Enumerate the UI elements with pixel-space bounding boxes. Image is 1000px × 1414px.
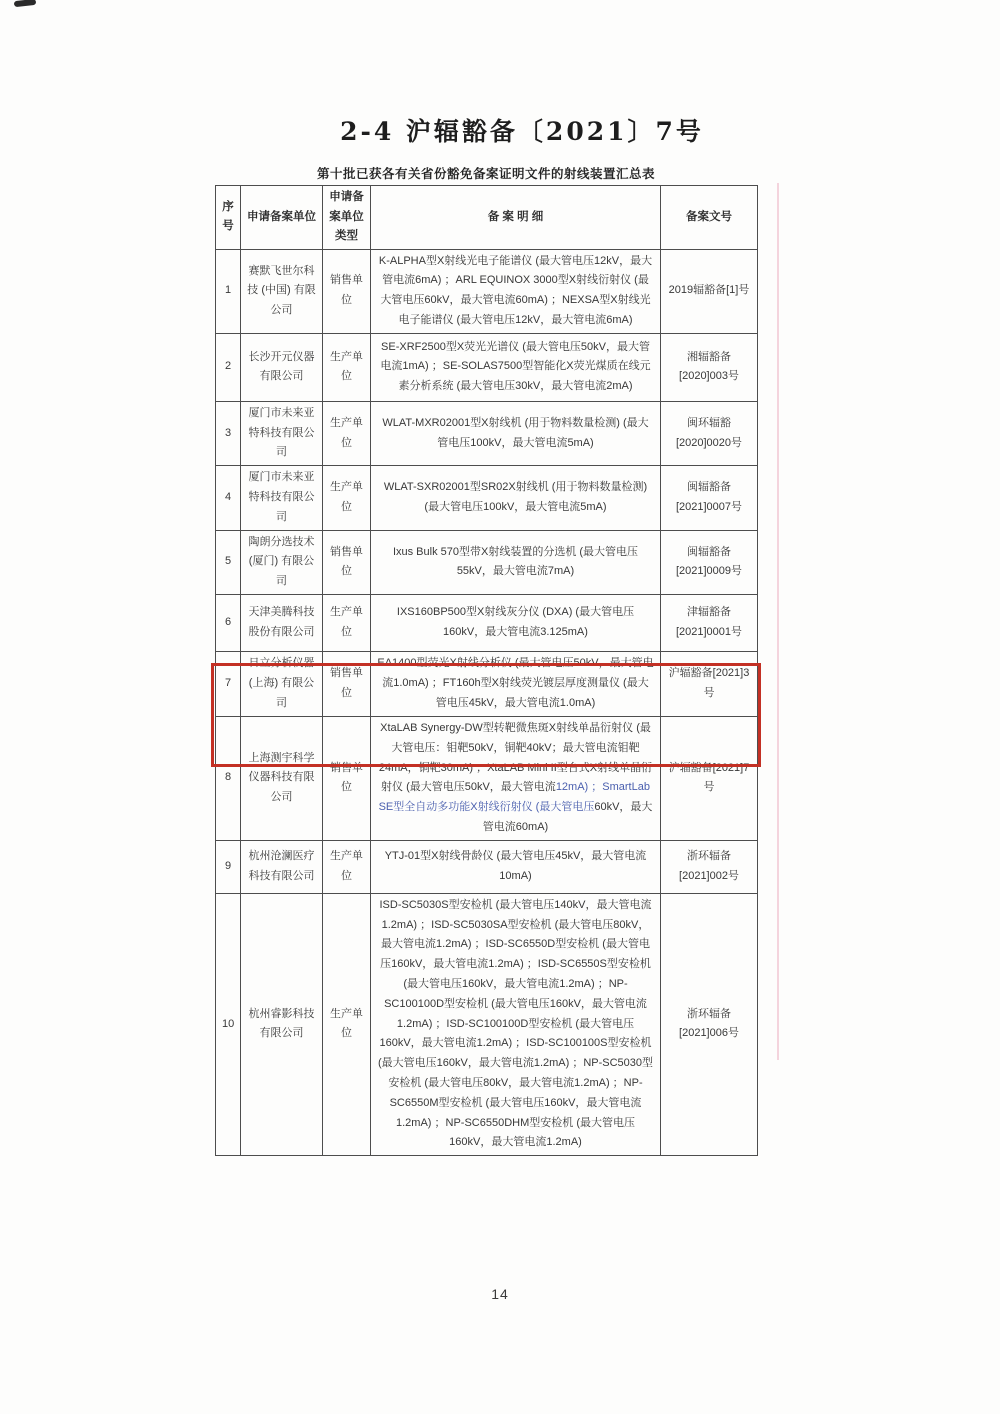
row-number-cell: 9 [216,840,241,893]
table-row [216,595,758,652]
unit-type-cell: 生产单位 [323,401,371,465]
detail-cell: Ixus Bulk 570型带X射线装置的分选机 (最大管电压55kV，最大管电流7mA) [371,530,661,594]
detail-cell [371,717,661,841]
detail-cell: EA1400型荧光X射线分析仪 (最大管电压50kV，最大管电流1.0mA) ；FT160h型X射线荧光镀层厚度测量仪 (最大管电压45kV，最大管电流1.0mA) [371,652,661,717]
header-detail: 备 案 明 细 [371,186,661,250]
applicant-cell: 上海测宇科学仪器科技有限公司 [241,717,323,841]
detail-segment: 60kV，最大管电流60mA) [482,801,653,833]
applicant-cell: 长沙开元仪器有限公司 [241,333,323,401]
unit-type-cell: 生产单位 [323,333,371,401]
doc-number-cell: 津辐豁备[2021]0001号 [661,595,758,652]
detail-cell: IXS160BP500型X射线灰分仪 (DXA) (最大管电压160kV，最大管电流3.125mA) [371,595,661,652]
applicant-cell: 杭州睿影科技有限公司 [241,893,323,1155]
doc-number-cell: 沪辐豁备[2021]3号 [661,652,758,717]
detail-cell: K-ALPHA型X射线光电子能谱仪 (最大管电压12kV，最大管电流6mA) ；ARL EQUINOX 3000型X射线衍射仪 (最大管电压60kV，最大管电流60mA) ；NEXSA型X射线光电子能谱仪 (最大管电压12kV，最大管电流6mA) [371,249,661,333]
header-applicant: 申请备案单位 [241,186,323,250]
doc-number-cell: 浙环辐备[2021]006号 [661,893,758,1155]
detail-segment: XtaLAB Synergy-DW型转靶微焦斑X射线单晶衍射仪 (最大管电压：钼靶50kV，铜靶40kV；最大管电流钼靶24mA，铜靶30mA) ；XtaLAB Mini II型台式X射线单晶衍射仪 (最大管电压50kV，最大管电流 [378,722,653,794]
table-row [216,333,758,401]
table-row [216,530,758,594]
applicant-cell: 天津美腾科技股份有限公司 [241,595,323,652]
scan-artifact-smudge [14,0,37,7]
row-number-cell: 3 [216,401,241,465]
detail-cell: SE-XRF2500型X荧光光谱仪 (最大管电压50kV，最大管电流1mA) ；SE-SOLAS7500型智能化X荧光煤质在线元素分析系统 (最大管电压30kV，最大管电流2mA) [371,333,661,401]
unit-type-cell: 生产单位 [323,840,371,893]
table-row [216,401,758,465]
table-caption: 第十批已获各有关省份豁免备案证明文件的射线装置汇总表 [316,167,655,181]
unit-type-cell: 生产单位 [323,595,371,652]
detail-segment-blue: 12mA) ；SmartLab SE型全自动多功能X射线衍射仪 (最大管电压 [378,781,650,814]
applicant-cell: 杭州沧澜医疗科技有限公司 [241,840,323,893]
applicant-cell: 陶朗分选技术 (厦门) 有限公司 [241,530,323,594]
table-header-row [216,186,758,250]
unit-type-cell: 销售单位 [323,652,371,717]
unit-type-cell: 销售单位 [323,717,371,841]
row-number-cell: 6 [216,595,241,652]
table-row-highlighted [216,717,758,841]
doc-number-cell: 浙环辐备[2021]002号 [661,840,758,893]
detail-cell: WLAT-MXR02001型X射线机 (用于物料数量检测) (最大管电压100kV，最大管电流5mA) [371,401,661,465]
header-no: 序号 [216,186,241,250]
header-doc-no: 备案文号 [661,186,758,250]
table-row [216,652,758,717]
unit-type-cell: 销售单位 [323,530,371,594]
unit-type-cell: 生产单位 [323,893,371,1155]
detail-cell: YTJ-01型X射线骨龄仪 (最大管电压45kV，最大管电流10mA) [371,840,661,893]
unit-type-cell: 销售单位 [323,249,371,333]
row-number-cell: 2 [216,333,241,401]
row-number-cell: 10 [216,893,241,1155]
scan-artifact-line [777,183,779,1060]
applicant-cell: 厦门市未来亚特科技有限公司 [241,466,323,530]
table-row [216,893,758,1155]
row-number-cell: 5 [216,530,241,594]
applicant-cell: 赛默飞世尔科技 (中国) 有限公司 [241,249,323,333]
table-row [216,466,758,530]
applicant-cell: 厦门市未来亚特科技有限公司 [241,401,323,465]
page-number: 14 [491,1286,509,1302]
doc-number-cell: 沪辐豁备[2021]7号 [661,717,758,841]
row-number-cell: 8 [216,717,241,841]
detail-cell: WLAT-SXR02001型SR02X射线机 (用于物料数量检测) (最大管电压100kV，最大管电流5mA) [371,466,661,530]
doc-number-cell: 2019辐豁备[1]号 [661,249,758,333]
doc-number-cell: 闽辐豁备[2021]0007号 [661,466,758,530]
doc-number-cell: 闽辐豁备[2021]0009号 [661,530,758,594]
doc-number-cell: 闽环辐豁[2020]0020号 [661,401,758,465]
unit-type-cell: 生产单位 [323,466,371,530]
detail-cell: ISD-SC5030S型安检机 (最大管电压140kV，最大管电流1.2mA) ；ISD-SC5030SA型安检机 (最大管电压80kV，最大管电流1.2mA) ；ISD-SC6550D型安检机 (最大管电压160kV，最大管电流1.2mA) ；ISD-SC6550S型安检机 (最大管电压160kV，最大管电流1.2mA) ；NP-SC100100D型安检机 (最大管电压160kV，最大管电流1.2mA) ；ISD-SC100100D型安检机 (最大管电压160kV，最大管电流1.2mA) ；ISD-SC100100S型安检机 (最大管电压160kV，最大管电流1.2mA) ；NP-SC5030型安检机 (最大管电压80kV，最大管电流1.2mA) ；NP-SC6550M型安检机 (最大管电压160kV，最大管电流1.2mA) ；NP-SC6550DHM型安检机 (最大管电压160kV，最大管电流1.2mA) [371,893,661,1155]
table-row [216,249,758,333]
row-number-cell: 1 [216,249,241,333]
header-unit-type: 申请备案单位类型 [323,186,371,250]
applicant-cell: 日立分析仪器 (上海) 有限公司 [241,652,323,717]
table-row [216,840,758,893]
row-number-cell: 7 [216,652,241,717]
document-title: 2-4 沪辐豁备〔2021〕7号 [340,117,704,146]
row-number-cell: 4 [216,466,241,530]
exemption-record-table [215,185,758,1156]
doc-number-cell: 湘辐豁备[2020]003号 [661,333,758,401]
